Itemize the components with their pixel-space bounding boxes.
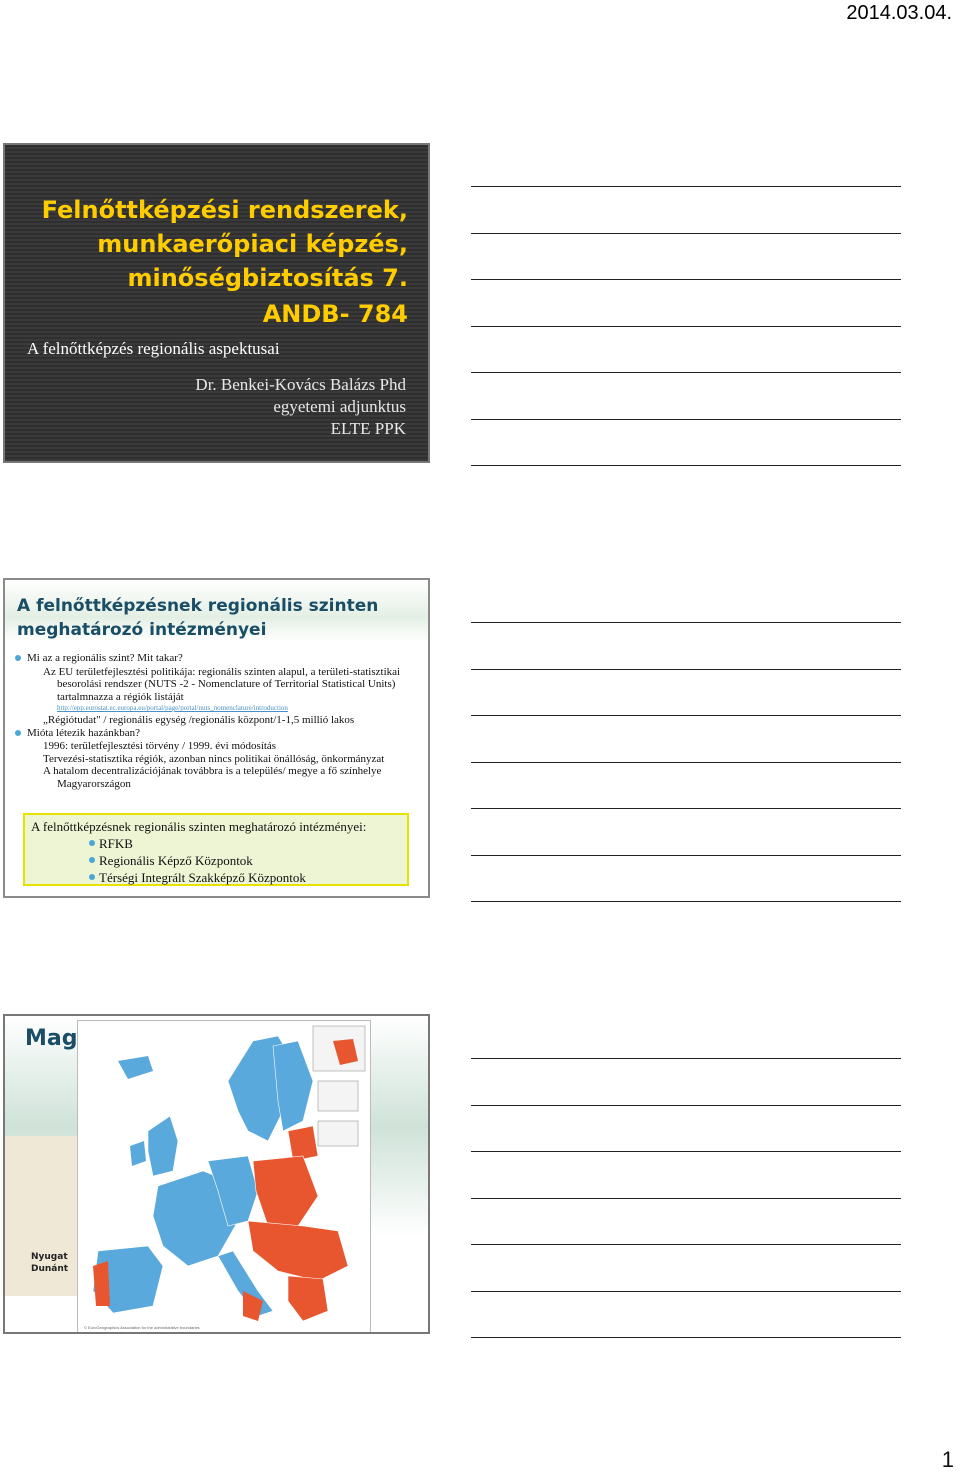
slide1-title (8, 193, 408, 295)
slide-3 (3, 1014, 430, 1334)
institution-item: Térségi Integrált Szakképző Központok (31, 869, 401, 886)
author-block (195, 374, 406, 440)
slide1-subtitle: A felnőttképzés regionális aspektusai (27, 339, 280, 358)
course-code: ANDB- 784 (262, 300, 408, 328)
hungary-map-labels (31, 1251, 68, 1275)
sub-bullet: „Régiótudat" / regionális egység /regionális központ/1-1,5 millió lakos (43, 714, 355, 726)
notes-lines-2 (471, 622, 901, 948)
author-position: egyetemi adjunktus (273, 397, 406, 416)
notes-lines-1 (471, 186, 901, 512)
slide-1 (3, 143, 430, 463)
slide2-title-line: meghatározó intézményei (17, 620, 267, 640)
slide1-title-line: munkaerőpiaci képzés, (97, 230, 408, 258)
sub-bullet: A hatalom decentralizációjának továbbra is a település/ megye a fő színhelye Magyarországon (43, 765, 382, 790)
sub-bullet: Az EU területfejlesztési politikája: regionális szinten alapul, a területi-statisztikai besorolási rendszer (NUTS -2 - Nomenclature of Territorial Statistical Units) tartalmnazza a régiók listáját (43, 665, 401, 703)
bullet-question: Mi az a regionális szint? Mit takar? (13, 652, 423, 665)
sub-bullet: 1996: területfejlesztési törvény / 1999. évi módosítás (43, 740, 277, 752)
slide-2 (3, 578, 430, 898)
map-label: Nyugat (31, 1252, 68, 1262)
institution-item: RFKB (31, 835, 401, 852)
eu-regions-map (77, 1020, 371, 1334)
slide1-title-line: minőségbiztosítás 7. (127, 264, 408, 292)
notes-lines-3 (471, 1058, 901, 1384)
institutions-box (23, 813, 409, 886)
eu-regions-map-graphic (78, 1021, 370, 1333)
map-label: Dunánt (31, 1264, 69, 1274)
slide3-title: Mag (25, 1026, 78, 1051)
header-date: 2014.03.04. (846, 2, 952, 24)
author-name: Dr. Benkei-Kovács Balázs Phd (195, 375, 406, 394)
slide2-title (17, 594, 378, 642)
slide2-title-line: A felnőttképzésnek regionális szinten (17, 596, 379, 616)
bullet-question: Mióta létezik hazánkban? (13, 727, 423, 740)
slide2-body (13, 652, 423, 790)
sub-bullet: Tervezési-statisztika régiók, azonban nincs politikai önállóság, önkormányzat (43, 752, 385, 765)
eurostat-link[interactable]: http://epp.eurostat.ec.europa.eu/portal/page/portal/nuts_nomenclature/introduction (57, 704, 288, 712)
institutions-box-title: A felnőttképzésnek regionális szinten meghatározó intézményei: (31, 819, 367, 834)
author-institution: ELTE PPK (330, 419, 406, 438)
slide1-title-line: Felnőttképzési rendszerek, (41, 196, 408, 224)
map-caption: © EuroGeographics Association for the administrative boundaries (84, 1325, 200, 1330)
institution-item: Regionális Képző Központok (31, 852, 401, 869)
page-number: 1 (941, 1447, 954, 1472)
